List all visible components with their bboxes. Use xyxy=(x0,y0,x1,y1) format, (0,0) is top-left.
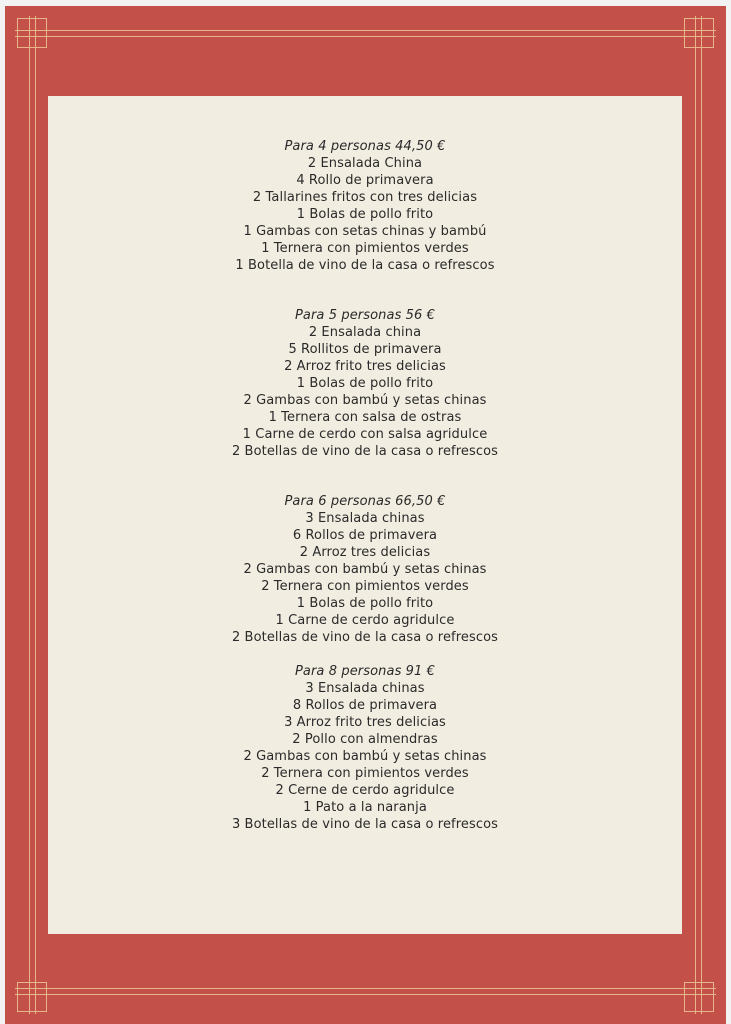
menu-panel xyxy=(48,96,682,934)
frame-corner-top-left xyxy=(17,18,47,48)
menu-item: 1 Carne de cerdo con salsa agridulce xyxy=(242,427,488,442)
menu-item: 1 Botella de vino de la casa o refrescos xyxy=(235,258,495,273)
frame-line-right-inner xyxy=(701,16,702,1014)
menu-item: 2 Ternera con pimientos verdes xyxy=(261,766,469,781)
frame-line-bottom-inner xyxy=(15,994,716,995)
menu-item: 2 Gambas con bambú y setas chinas xyxy=(243,562,487,577)
menu-title: Para 8 personas 91 € xyxy=(294,664,436,679)
menu-item: 1 Ternera con pimientos verdes xyxy=(261,241,469,256)
menu-block-4-personas xyxy=(48,138,682,274)
menu-item: 1 Carne de cerdo agridulce xyxy=(275,613,455,628)
menu-item: 1 Bolas de pollo frito xyxy=(296,376,434,391)
menu-title: Para 4 personas 44,50 € xyxy=(284,139,446,154)
menu-block-8-personas xyxy=(48,663,682,833)
menu-item: 2 Pollo con almendras xyxy=(292,732,438,747)
menu-block-6-personas xyxy=(48,493,682,646)
menu-item: 3 Arroz frito tres delicias xyxy=(284,715,446,730)
menu-item: 2 Gambas con bambú y setas chinas xyxy=(243,393,487,408)
menu-item: 2 Botellas de vino de la casa o refrescos xyxy=(231,444,499,459)
menu-item: 2 Arroz frito tres delicias xyxy=(284,359,446,374)
menu-item: 1 Ternera con salsa de ostras xyxy=(268,410,462,425)
frame-line-top-inner xyxy=(15,36,716,37)
menu-item: 2 Tallarines fritos con tres delicias xyxy=(252,190,478,205)
menu-item: 1 Bolas de pollo frito xyxy=(296,596,434,611)
menu-item: 3 Ensalada chinas xyxy=(305,511,425,526)
frame-corner-top-right xyxy=(684,18,714,48)
menu-item: 5 Rollitos de primavera xyxy=(288,342,442,357)
menu-item: 6 Rollos de primavera xyxy=(292,528,438,543)
frame-line-bottom xyxy=(15,988,716,989)
frame-line-left-inner xyxy=(35,16,36,1014)
frame-line-right xyxy=(695,16,696,1014)
frame-corner-bottom-right xyxy=(684,982,714,1012)
menu-title: Para 5 personas 56 € xyxy=(294,308,436,323)
menu-item: 1 Gambas con setas chinas y bambú xyxy=(243,224,487,239)
menu-item: 4 Rollo de primavera xyxy=(296,173,434,188)
menu-item: 2 Gambas con bambú y setas chinas xyxy=(243,749,487,764)
frame-corner-bottom-left xyxy=(17,982,47,1012)
menu-block-5-personas xyxy=(48,307,682,460)
menu-item: 1 Pato a la naranja xyxy=(303,800,427,815)
frame-line-top xyxy=(15,30,716,31)
menu-item: 2 Arroz tres delicias xyxy=(299,545,431,560)
menu-item: 3 Ensalada chinas xyxy=(305,681,425,696)
menu-item: 2 Ensalada China xyxy=(307,156,423,171)
menu-item: 8 Rollos de primavera xyxy=(292,698,438,713)
menu-item: 2 Cerne de cerdo agridulce xyxy=(275,783,455,798)
menu-item: 2 Ensalada china xyxy=(308,325,422,340)
menu-item: 3 Botellas de vino de la casa o refrescos xyxy=(231,817,499,832)
menu-item: 2 Ternera con pimientos verdes xyxy=(261,579,469,594)
menu-title: Para 6 personas 66,50 € xyxy=(284,494,446,509)
frame-line-left xyxy=(29,16,30,1014)
menu-item: 2 Botellas de vino de la casa o refrescos xyxy=(231,630,499,645)
menu-item: 1 Bolas de pollo frito xyxy=(296,207,434,222)
